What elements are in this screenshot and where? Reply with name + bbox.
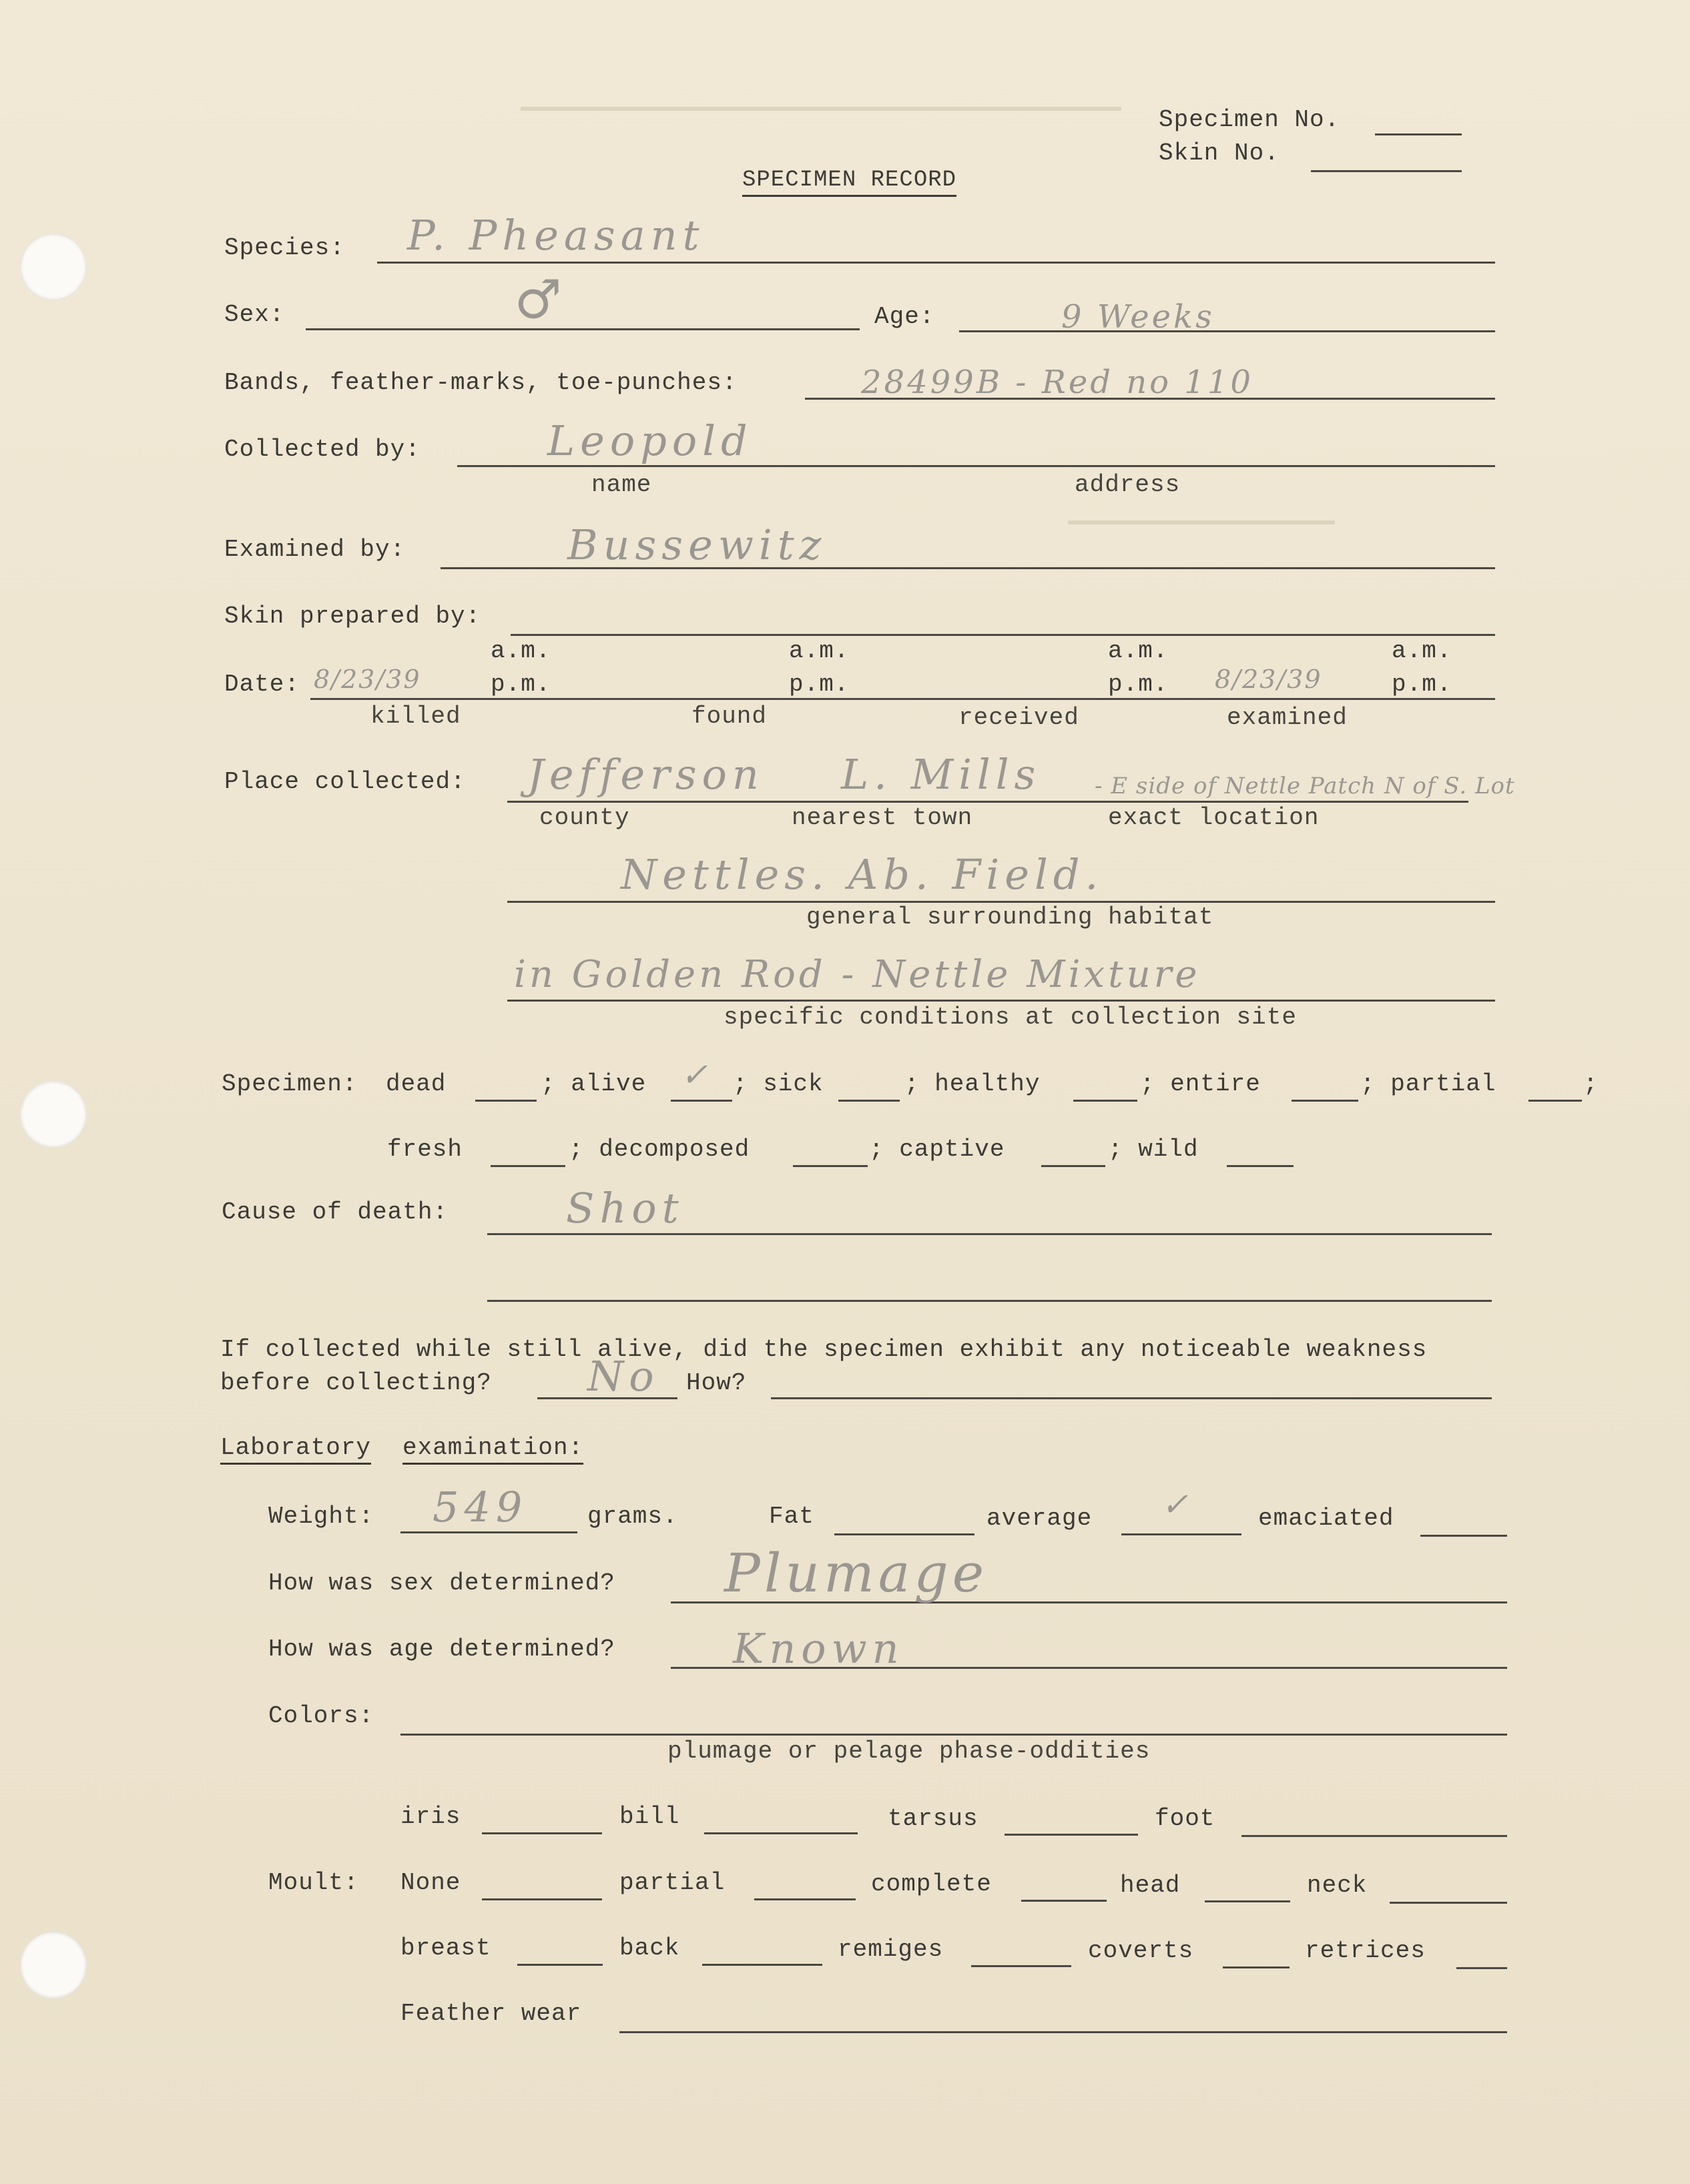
- age-label: Age:: [874, 303, 935, 330]
- feather-wear-line[interactable]: [619, 2031, 1507, 2033]
- age-determined-label: How was age determined?: [268, 1635, 615, 1663]
- dead-label: dead: [386, 1070, 447, 1098]
- partial-label: ; partial: [1360, 1070, 1496, 1098]
- moult-breast-line[interactable]: [517, 1964, 603, 1966]
- collected-by-label: Collected by:: [224, 436, 420, 463]
- page-title: SPECIMEN RECORD: [742, 167, 956, 197]
- sick-label: ; sick: [733, 1070, 824, 1098]
- show-through-bleed: [1068, 520, 1335, 524]
- moult-none-label: None: [400, 1869, 461, 1896]
- age-line: [959, 330, 1495, 332]
- lab-heading-laboratory: Laboratory: [220, 1435, 371, 1465]
- county-caption: county: [539, 804, 630, 831]
- skin-prepared-label: Skin prepared by:: [224, 603, 481, 630]
- bill-line[interactable]: [704, 1832, 858, 1834]
- grams-label: grams.: [587, 1503, 678, 1530]
- conditions-caption: specific conditions at collection site: [724, 1004, 1297, 1031]
- moult-back-label: back: [619, 1934, 680, 1962]
- habitat-line: [507, 901, 1495, 903]
- fresh-label: fresh: [387, 1136, 463, 1163]
- colors-label: Colors:: [268, 1702, 374, 1730]
- am-received: a.m.: [1108, 637, 1169, 665]
- how-label: How?: [686, 1369, 747, 1397]
- moult-head-label: head: [1120, 1872, 1181, 1899]
- place-town-value: L. Mills: [841, 750, 1041, 799]
- average-label: average: [987, 1505, 1093, 1532]
- specimen-no-line: [1375, 133, 1462, 135]
- pm-killed: p.m.: [491, 671, 551, 698]
- tarsus-line[interactable]: [1005, 1834, 1138, 1836]
- moult-coverts-label: coverts: [1088, 1937, 1194, 1964]
- address-caption: address: [1075, 471, 1181, 498]
- alive-label: ; alive: [541, 1070, 647, 1098]
- species-line: [377, 262, 1495, 264]
- captive-label: ; captive: [869, 1136, 1005, 1163]
- date-examined-value: 8/23/39: [1215, 665, 1322, 694]
- sex-value: ♂: [514, 269, 566, 331]
- conditions-value: in Golden Rod - Nettle Mixture: [514, 953, 1201, 996]
- healthy-label: ; healthy: [904, 1070, 1041, 1098]
- how-line[interactable]: [771, 1397, 1492, 1399]
- moult-partial-line[interactable]: [754, 1898, 856, 1900]
- specimen-no-label: Specimen No.: [1159, 106, 1340, 133]
- collected-by-line: [457, 465, 1495, 467]
- weakness-before: before collecting?: [220, 1369, 492, 1397]
- alive-check: ✓: [681, 1056, 711, 1094]
- moult-remiges-label: remiges: [838, 1936, 944, 1963]
- examined-by-value: Bussewitz: [567, 520, 827, 569]
- moult-coverts-line[interactable]: [1223, 1966, 1290, 1968]
- iris-label: iris: [400, 1803, 461, 1830]
- weight-label: Weight:: [268, 1503, 374, 1530]
- name-caption: name: [591, 471, 652, 498]
- show-through-bleed: [521, 107, 1121, 111]
- colors-line[interactable]: [400, 1734, 1507, 1736]
- moult-head-line[interactable]: [1205, 1900, 1290, 1902]
- lab-heading-examination: examination:: [402, 1435, 583, 1465]
- am-killed: a.m.: [491, 637, 551, 665]
- moult-neck-label: neck: [1307, 1872, 1368, 1899]
- pm-received: p.m.: [1108, 671, 1169, 698]
- bill-label: bill: [619, 1803, 680, 1830]
- partial-line[interactable]: [1528, 1100, 1582, 1102]
- place-county-value: Jefferson: [527, 750, 764, 799]
- killed-caption: killed: [370, 703, 461, 730]
- place-exact-value: - E side of Nettle Patch N of S. Lot: [1095, 773, 1515, 799]
- foot-line[interactable]: [1241, 1835, 1507, 1837]
- weight-line[interactable]: [400, 1531, 577, 1533]
- skin-no-label: Skin No.: [1159, 139, 1280, 167]
- habitat-caption: general surrounding habitat: [806, 903, 1214, 931]
- emaciated-label: emaciated: [1258, 1505, 1394, 1532]
- age-value: 9 Weeks: [1061, 298, 1215, 336]
- entire-label: ; entire: [1140, 1070, 1261, 1098]
- moult-complete-line[interactable]: [1021, 1900, 1107, 1902]
- pm-examined: p.m.: [1392, 671, 1452, 698]
- skin-no-line: [1311, 170, 1462, 172]
- nearest-town-caption: nearest town: [792, 804, 973, 831]
- sex-label: Sex:: [224, 301, 285, 328]
- conditions-line: [507, 1000, 1495, 1002]
- fat-label: Fat: [769, 1503, 814, 1530]
- cause-value: Shot: [566, 1184, 684, 1232]
- decomposed-line[interactable]: [793, 1165, 868, 1167]
- cause-line-2: [487, 1300, 1492, 1302]
- examined-caption: examined: [1227, 704, 1348, 731]
- age-determined-value: Known: [733, 1624, 904, 1673]
- found-caption: found: [691, 703, 768, 730]
- moult-partial-label: partial: [619, 1869, 726, 1896]
- fat-line[interactable]: [834, 1533, 974, 1535]
- species-label: Species:: [224, 234, 345, 262]
- bands-value: 28499B - Red no 110: [861, 364, 1253, 401]
- average-check: ✓: [1161, 1486, 1191, 1523]
- moult-breast-label: breast: [400, 1934, 491, 1962]
- punch-hole-top: [20, 234, 87, 300]
- entire-line[interactable]: [1292, 1100, 1358, 1102]
- pm-found: p.m.: [789, 671, 850, 698]
- cause-label: Cause of death:: [222, 1198, 449, 1226]
- weakness-value: No: [587, 1352, 659, 1401]
- sex-determined-value: Plumage: [724, 1542, 989, 1604]
- punch-hole-middle: [20, 1081, 87, 1148]
- collected-by-value: Leopold: [547, 416, 753, 465]
- moult-none-line[interactable]: [482, 1898, 602, 1900]
- examined-by-label: Examined by:: [224, 536, 406, 563]
- alive-line[interactable]: [671, 1100, 732, 1102]
- bands-label: Bands, feather-marks, toe-punches:: [224, 369, 738, 396]
- punch-hole-bottom: [20, 1932, 87, 1998]
- skin-prepared-line: [511, 634, 1495, 636]
- exact-location-caption: exact location: [1108, 804, 1320, 831]
- emaciated-line[interactable]: [1420, 1535, 1507, 1537]
- healthy-line[interactable]: [1073, 1100, 1137, 1102]
- am-examined: a.m.: [1392, 637, 1452, 665]
- moult-neck-line[interactable]: [1390, 1902, 1507, 1904]
- tarsus-label: tarsus: [888, 1805, 978, 1832]
- partial-semicolon: ;: [1583, 1070, 1599, 1098]
- date-line: [310, 698, 1495, 700]
- fresh-line[interactable]: [491, 1165, 565, 1167]
- iris-line[interactable]: [482, 1832, 602, 1834]
- moult-retrices-label: retrices: [1305, 1937, 1426, 1964]
- wild-line[interactable]: [1227, 1165, 1294, 1167]
- decomposed-label: ; decomposed: [569, 1136, 750, 1163]
- am-found: a.m.: [789, 637, 850, 665]
- captive-line[interactable]: [1041, 1165, 1105, 1167]
- date-killed-value: 8/23/39: [314, 665, 421, 694]
- weight-value: 549: [433, 1483, 528, 1531]
- species-value: P. Pheasant: [407, 211, 705, 260]
- moult-remiges-line[interactable]: [971, 1965, 1071, 1967]
- moult-complete-label: complete: [871, 1870, 992, 1898]
- moult-back-line[interactable]: [702, 1964, 822, 1966]
- dead-line[interactable]: [475, 1100, 537, 1102]
- wild-label: ; wild: [1108, 1136, 1199, 1163]
- weakness-question: If collected while still alive, did the specimen exhibit any noticeable weakness: [220, 1336, 1428, 1363]
- specimen-label: Specimen:: [222, 1070, 358, 1098]
- sick-line[interactable]: [838, 1100, 900, 1102]
- sex-determined-label: How was sex determined?: [268, 1569, 615, 1597]
- habitat-value: Nettles. Ab. Field.: [621, 850, 1104, 899]
- place-label: Place collected:: [224, 768, 466, 795]
- colors-caption: plumage or pelage phase-oddities: [667, 1738, 1151, 1765]
- moult-retrices-line[interactable]: [1456, 1967, 1507, 1969]
- feather-wear-label: Feather wear: [400, 2000, 582, 2027]
- sex-line: [306, 328, 860, 330]
- cause-line-1: [487, 1233, 1492, 1235]
- average-line[interactable]: [1121, 1533, 1241, 1535]
- foot-label: foot: [1155, 1805, 1215, 1832]
- place-line: [507, 801, 1468, 803]
- date-label: Date:: [224, 671, 300, 698]
- received-caption: received: [958, 704, 1079, 731]
- moult-label: Moult:: [268, 1869, 359, 1896]
